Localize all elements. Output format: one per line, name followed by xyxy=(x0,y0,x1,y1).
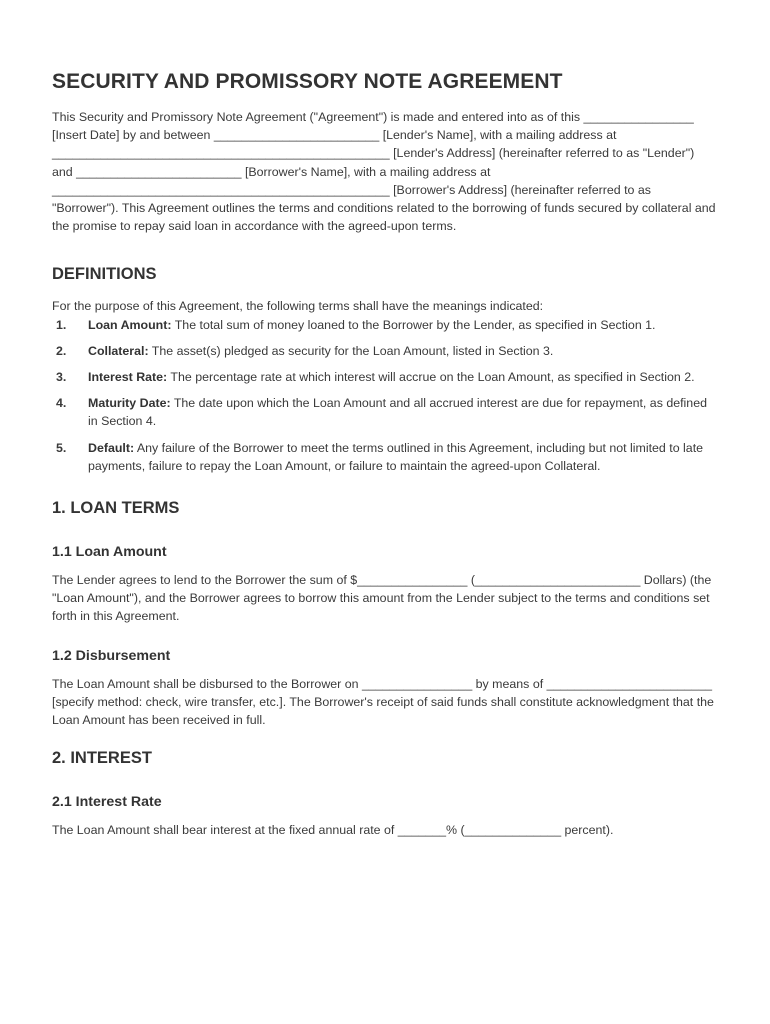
intro-paragraph: This Security and Promissory Note Agreement ("Agreement") is made and entered into as of this ________________ [Insert Date] by and between ________________________ [Lender's Name], with a mailing address at _________________________________________________ [Lender's Address] (hereinafter referred to as "Lender") and ________________________ [Borrower's Name], with a mailing address at _________________________________________________ [Borrower's Address] (hereinafter referred to as "Borrower"). This Agreement outlines the terms and conditions related to the borrowing of funds secured by collateral and the promise to repay said loan in accordance with the agreed-upon terms. xyxy=(52,110,716,234)
definitions-list xyxy=(52,316,718,475)
section-1-1-heading: 1.1 Loan Amount xyxy=(52,544,167,561)
definition-term: Collateral: xyxy=(88,343,149,358)
definitions-heading: DEFINITIONS xyxy=(52,265,157,284)
section-2-heading: 2. INTEREST xyxy=(52,749,152,768)
definition-number: 4. xyxy=(56,396,67,411)
definition-item-maturity-date xyxy=(52,394,718,430)
section-1-2-heading: 1.2 Disbursement xyxy=(52,647,171,664)
section-2-1-heading: 2.1 Interest Rate xyxy=(52,794,162,811)
definition-text: The total sum of money loaned to the Borrower by the Lender, as specified in Section 1. xyxy=(171,317,656,332)
definition-text: The percentage rate at which interest will accrue on the Loan Amount, as specified in Section 2. xyxy=(167,370,695,385)
definition-text: The date upon which the Loan Amount and all accrued interest are due for repayment, as defined in Section 4. xyxy=(88,396,707,429)
definitions-intro: For the purpose of this Agreement, the following terms shall have the meanings indicated: xyxy=(52,299,544,314)
definition-item-loan-amount xyxy=(52,316,718,334)
definition-item-interest-rate xyxy=(52,368,718,386)
definition-text: The asset(s) pledged as security for the Loan Amount, listed in Section 3. xyxy=(148,343,554,358)
section-1-heading: 1. LOAN TERMS xyxy=(52,499,180,518)
definition-number: 1. xyxy=(56,317,67,332)
definition-number: 2. xyxy=(56,343,67,358)
definition-term: Interest Rate: xyxy=(88,370,168,385)
section-2-1-text: The Loan Amount shall bear interest at the fixed annual rate of _______% (______________ percent). xyxy=(52,823,614,838)
definition-term: Default: xyxy=(88,440,135,455)
definition-term: Maturity Date: xyxy=(88,396,171,411)
definition-item-default xyxy=(52,439,718,475)
document-title: SECURITY AND PROMISSORY NOTE AGREEMENT xyxy=(52,70,563,93)
definition-text: Any failure of the Borrower to meet the terms outlined in this Agreement, including but not limited to late payments, failure to repay the Loan Amount, or failure to maintain the agreed-upon Collateral. xyxy=(88,440,704,473)
definition-number: 3. xyxy=(56,370,67,385)
definition-item-collateral xyxy=(52,342,718,360)
definition-number: 5. xyxy=(56,440,67,455)
section-1-2-text: The Loan Amount shall be disbursed to the Borrower on ________________ by means of ________________________ [specify method: check, wire transfer, etc.]. The Borrower's receipt of said funds shall constitute acknowledgment that the Loan Amount has been received in full. xyxy=(52,676,714,728)
definition-term: Loan Amount: xyxy=(88,317,172,332)
section-1-1-text: The Lender agrees to lend to the Borrower the sum of $________________ (________________________ Dollars) (the "Loan Amount"), and the Borrower agrees to borrow this amount from the Lender subject to the terms and conditions set forth in this Agreement. xyxy=(52,573,712,624)
